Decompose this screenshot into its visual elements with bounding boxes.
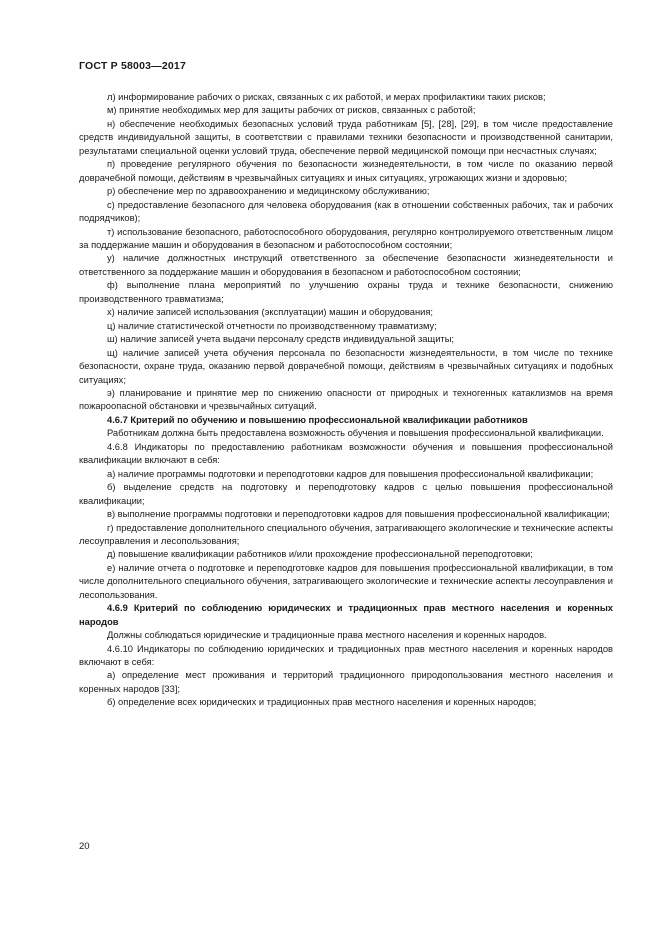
paragraph: Работникам должна быть предоставлена возможность обучения и повышения профессиональной квалификации. xyxy=(107,428,604,439)
list-item: р) обеспечение мер по здравоохранению и медицинскому обслуживанию; xyxy=(107,186,430,197)
list-item: э) планирование и принятие мер по снижению опасности от природных и техногенных катаклизмов на время пожароопасной обстановки и чрезвычайных ситуаций. xyxy=(79,387,613,412)
section-heading: 4.6.9 Критерий по соблюдению юридических и традиционных прав местного населения и коренных народов xyxy=(79,603,613,627)
list-item: ф) выполнение плана мероприятий по улучшению охраны труда и технике безопасности, снижению производственного травматизма; xyxy=(79,280,613,304)
list-item: м) принятие необходимых мер для защиты рабочих от рисков, связанных с работой; xyxy=(107,105,476,116)
list-item: а) наличие программы подготовки и переподготовки кадров для повышения профессиональной квалификации; xyxy=(107,468,594,479)
list-item: п) проведение регулярного обучения по безопасности жизнедеятельности, в том числе по оказанию первой доврачебной помощи, действиям в чрезвычайных ситуациях и иных ситуациях, угрожающих жизни и здоровью; xyxy=(79,159,613,183)
list-item: а) определение мест проживания и территорий традиционного природопользования местного населения и коренных народов [33]; xyxy=(79,670,613,694)
list-item: е) наличие отчета о подготовке и переподготовке кадров для повышения профессиональной квалификации, в том числе дополнительного специального обучения, затрагивающего экологические и технические аспекты лесоуправления и лесопользования. xyxy=(79,562,613,600)
section-heading: 4.6.7 Критерий по обучению и повышению профессиональной квалификации работников xyxy=(107,414,528,425)
list-item: х) наличие записей использования (эксплуатации) машин и оборудования; xyxy=(107,307,433,318)
page-number: 20 xyxy=(79,841,90,852)
list-item: с) предоставление безопасного для человека оборудования (как в отношении собственных рабочих, так и рабочих подрядчиков); xyxy=(79,199,613,224)
document-body xyxy=(79,91,613,710)
list-item: л) информирование рабочих о рисках, связанных с их работой, и мерах профилактики таких рисков; xyxy=(107,92,546,102)
list-item: ц) наличие статистической отчетности по производственному травматизму; xyxy=(107,320,437,331)
paragraph: 4.6.8 Индикаторы по предоставлению работникам возможности обучения и повышения профессиональной квалификации включают в себя: xyxy=(79,441,613,466)
list-item: у) наличие должностных инструкций ответственного за обеспечение безопасности жизнедеятельности и ответственного за поддержание машин и оборудования в безопасном и работоспособном состоянии; xyxy=(79,253,613,277)
paragraph: 4.6.10 Индикаторы по соблюдению юридических и традиционных прав местного населения и коренных народов включают в себя: xyxy=(79,643,613,668)
list-item: т) использование безопасного, работоспособного оборудования, регулярно контролируемого ответственным лицом за поддержание машин и оборудования в безопасном и работоспособном состоянии; xyxy=(79,226,613,250)
list-item: н) обеспечение необходимых безопасных условий труда работникам [5], [28], [29], в том числе предоставление средств индивидуальной защиты, в соответствии с правилами техники безопасности и производственной санитарии, результатами специальной оценки условий труда, обеспечение первой медицинской помощи при несчастных случаях; xyxy=(79,118,613,156)
paragraph: Должны соблюдаться юридические и традиционные права местного населения и коренных народов. xyxy=(107,630,547,641)
list-item: в) выполнение программы подготовки и переподготовки кадров для повышения профессиональной квалификации; xyxy=(107,509,610,520)
list-item: г) предоставление дополнительного специального обучения, затрагивающего экологические и технические аспекты лесоуправления и лесопользования; xyxy=(79,522,613,546)
list-item: ш) наличие записей учета выдачи персоналу средств индивидуальной защиты; xyxy=(107,334,455,345)
list-item: б) определение всех юридических и традиционных прав местного населения и коренных народов; xyxy=(107,697,537,708)
list-item: д) повышение квалификации работников и/или прохождение профессиональной переподготовки; xyxy=(107,549,533,560)
list-item: б) выделение средств на подготовку и переподготовку кадров с целью повышения профессиональной квалификации; xyxy=(79,482,613,506)
standard-header: ГОСТ Р 58003—2017 xyxy=(79,60,187,72)
list-item: щ) наличие записей учета обучения персонала по безопасности жизнедеятельности, в том числе по технике безопасности, охране труда, оказанию первой доврачебной помощи, действиям в чрезвычайных ситуациях и подобных ситуациях; xyxy=(79,347,613,385)
